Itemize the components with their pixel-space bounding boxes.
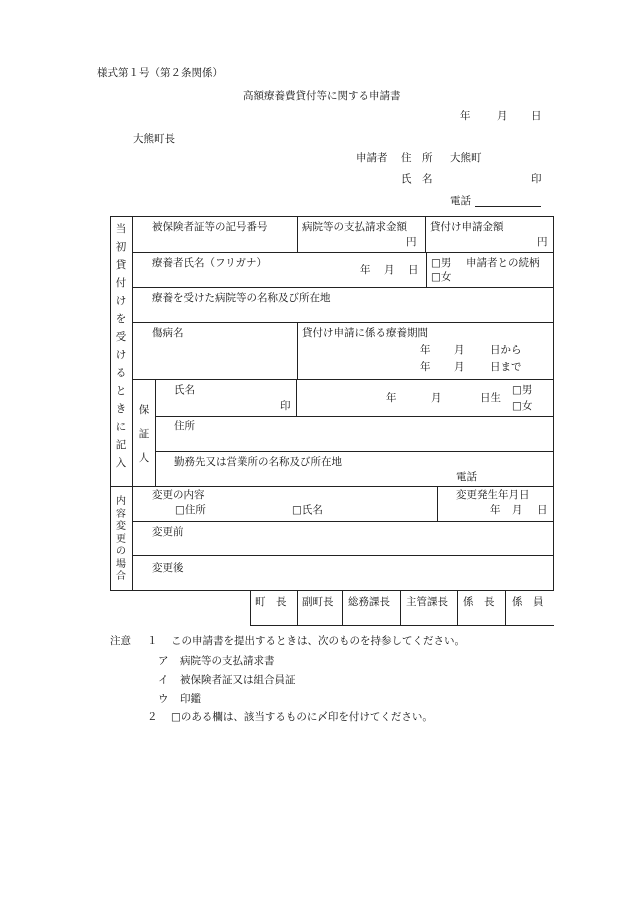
applicant-name-label: 氏 名	[401, 173, 433, 185]
applicant-seal: 印	[531, 173, 542, 185]
insured-number-label: 被保険者証等の記号番号	[152, 221, 268, 233]
period-from-month: 月	[454, 344, 465, 356]
note-item-mark: ア	[158, 655, 169, 667]
guarantor-sex-male-checkbox[interactable]: □男	[512, 384, 533, 396]
row1-bottom	[132, 252, 554, 253]
guarantor-work-label: 勤務先又は営業所の名称及び所在地	[174, 456, 342, 468]
before-label: 変更前	[152, 526, 184, 538]
loan-amount-unit: 円	[537, 236, 548, 248]
note-2-text: □のある欄は、該当するものに〆印を付けてください。	[171, 711, 433, 723]
addressee: 大熊町長	[133, 133, 175, 145]
row1-divider-a	[297, 216, 298, 253]
period-to-month: 月	[454, 361, 465, 373]
patient-name-label: 療養者氏名（フリガナ）	[152, 257, 267, 269]
note-item-text: 病院等の支払請求書	[180, 655, 275, 667]
note-1-text: この申請書を提出するときは、次のものを持参してください。	[171, 635, 465, 647]
hospital-claim-label: 病院等の支払請求金額	[302, 221, 407, 233]
approval-section-chief: 主管課長	[406, 596, 448, 608]
approval-div-2	[342, 590, 343, 626]
section-divider	[110, 486, 554, 487]
table-right-border	[553, 216, 554, 591]
applicant-label: 申請者	[356, 152, 388, 164]
note-item-mark: ウ	[158, 693, 169, 705]
period-to-year: 年	[420, 361, 431, 373]
period-from-year: 年	[420, 344, 431, 356]
row3-bottom	[132, 322, 554, 323]
form-number: 様式第１号（第２条関係）	[97, 67, 223, 79]
guarantor-address-label: 住所	[174, 420, 195, 432]
approval-div-1	[297, 590, 298, 626]
g-row2-bottom	[155, 451, 554, 452]
approval-left	[250, 590, 251, 626]
before-row-bottom	[132, 555, 554, 556]
approval-general-affairs-chief: 総務課長	[348, 596, 390, 608]
patient-sex-female-checkbox[interactable]: □女	[431, 271, 452, 283]
patient-birth-month: 月	[384, 264, 395, 276]
approval-mayor: 町 長	[255, 596, 287, 608]
guarantor-seal: 印	[280, 400, 291, 412]
row2-divider	[426, 252, 427, 287]
hospital-claim-unit: 円	[406, 236, 417, 248]
patient-birth-day: 日	[408, 264, 419, 276]
note-1-number: １	[147, 635, 158, 647]
table-left-border	[110, 216, 111, 591]
patient-birth-year: 年	[360, 264, 371, 276]
period-to-day: 日まで	[490, 361, 522, 373]
section-column-divider	[132, 216, 133, 591]
row4-bottom	[132, 379, 554, 380]
applicant-address-value[interactable]: 大熊町	[450, 152, 482, 164]
table-bottom-border	[110, 590, 554, 591]
note-item-mark: イ	[158, 674, 169, 686]
g-name-divider	[296, 379, 297, 416]
hospital-label: 療養を受けた病院等の名称及び所在地	[152, 292, 331, 304]
change-month: 月	[512, 504, 523, 516]
guarantor-sex-female-checkbox[interactable]: □女	[512, 400, 533, 412]
applicant-address-label: 住 所	[401, 152, 433, 164]
relation-label: 申請者との続柄	[466, 257, 540, 269]
guarantor-birth-year: 年	[386, 392, 397, 404]
row4-divider	[297, 322, 298, 379]
after-label: 変更後	[152, 562, 184, 574]
g-row1-bottom	[155, 416, 554, 417]
applicant-phone-field[interactable]	[475, 206, 541, 207]
period-label: 貸付け申請に係る療養期間	[302, 327, 428, 339]
approval-deputy-mayor: 副町長	[302, 596, 334, 608]
change-date-label: 変更発生年月日	[456, 489, 530, 501]
page-title: 高額療養費貸付等に関する申請書	[243, 90, 401, 102]
change-address-checkbox[interactable]: □住所	[175, 504, 206, 516]
section-change-label: 内 容 変 更 の 場 合	[116, 496, 126, 582]
disease-label: 傷病名	[152, 327, 184, 339]
applicant-phone-label: 電話	[450, 195, 471, 207]
approval-subsection-chief: 係 長	[463, 596, 495, 608]
guarantor-birth-month: 月	[431, 392, 442, 404]
date-month-label: 月	[497, 110, 508, 122]
guarantor-name-label: 氏名	[174, 384, 195, 396]
note-2-number: ２	[147, 711, 158, 723]
change-day: 日	[537, 504, 548, 516]
guarantor-birth-day: 日生	[480, 392, 501, 404]
approval-div-5	[505, 590, 506, 626]
change-content-label: 変更の内容	[152, 489, 205, 501]
change-year: 年	[490, 504, 501, 516]
approval-staff: 係 員	[512, 596, 544, 608]
row2-bottom	[132, 287, 554, 288]
table-top-border	[110, 216, 554, 217]
guarantor-divider	[155, 379, 156, 486]
period-from-day: 日から	[490, 344, 522, 356]
guarantor-phone-label: 電話	[456, 471, 477, 483]
guarantor-label: 保 証 人	[138, 404, 150, 464]
change-row-divider	[437, 486, 438, 521]
note-item-text: 被保険者証又は組合員証	[180, 674, 296, 686]
date-year-label: 年	[460, 110, 471, 122]
section-initial-label: 当 初 貸 付 け を 受 け る と き に 記 入	[115, 223, 127, 469]
change-name-checkbox[interactable]: □氏名	[292, 504, 323, 516]
approval-div-4	[457, 590, 458, 626]
note-item-text: 印鑑	[180, 693, 201, 705]
change-row-bottom	[132, 521, 554, 522]
notes-heading: 注意	[110, 635, 131, 647]
loan-amount-label: 貸付け申請金額	[430, 221, 504, 233]
patient-sex-male-checkbox[interactable]: □男	[431, 257, 452, 269]
approval-div-3	[400, 590, 401, 626]
date-day-label: 日	[531, 110, 542, 122]
approval-bottom	[250, 625, 554, 626]
row1-divider-b	[425, 216, 426, 253]
